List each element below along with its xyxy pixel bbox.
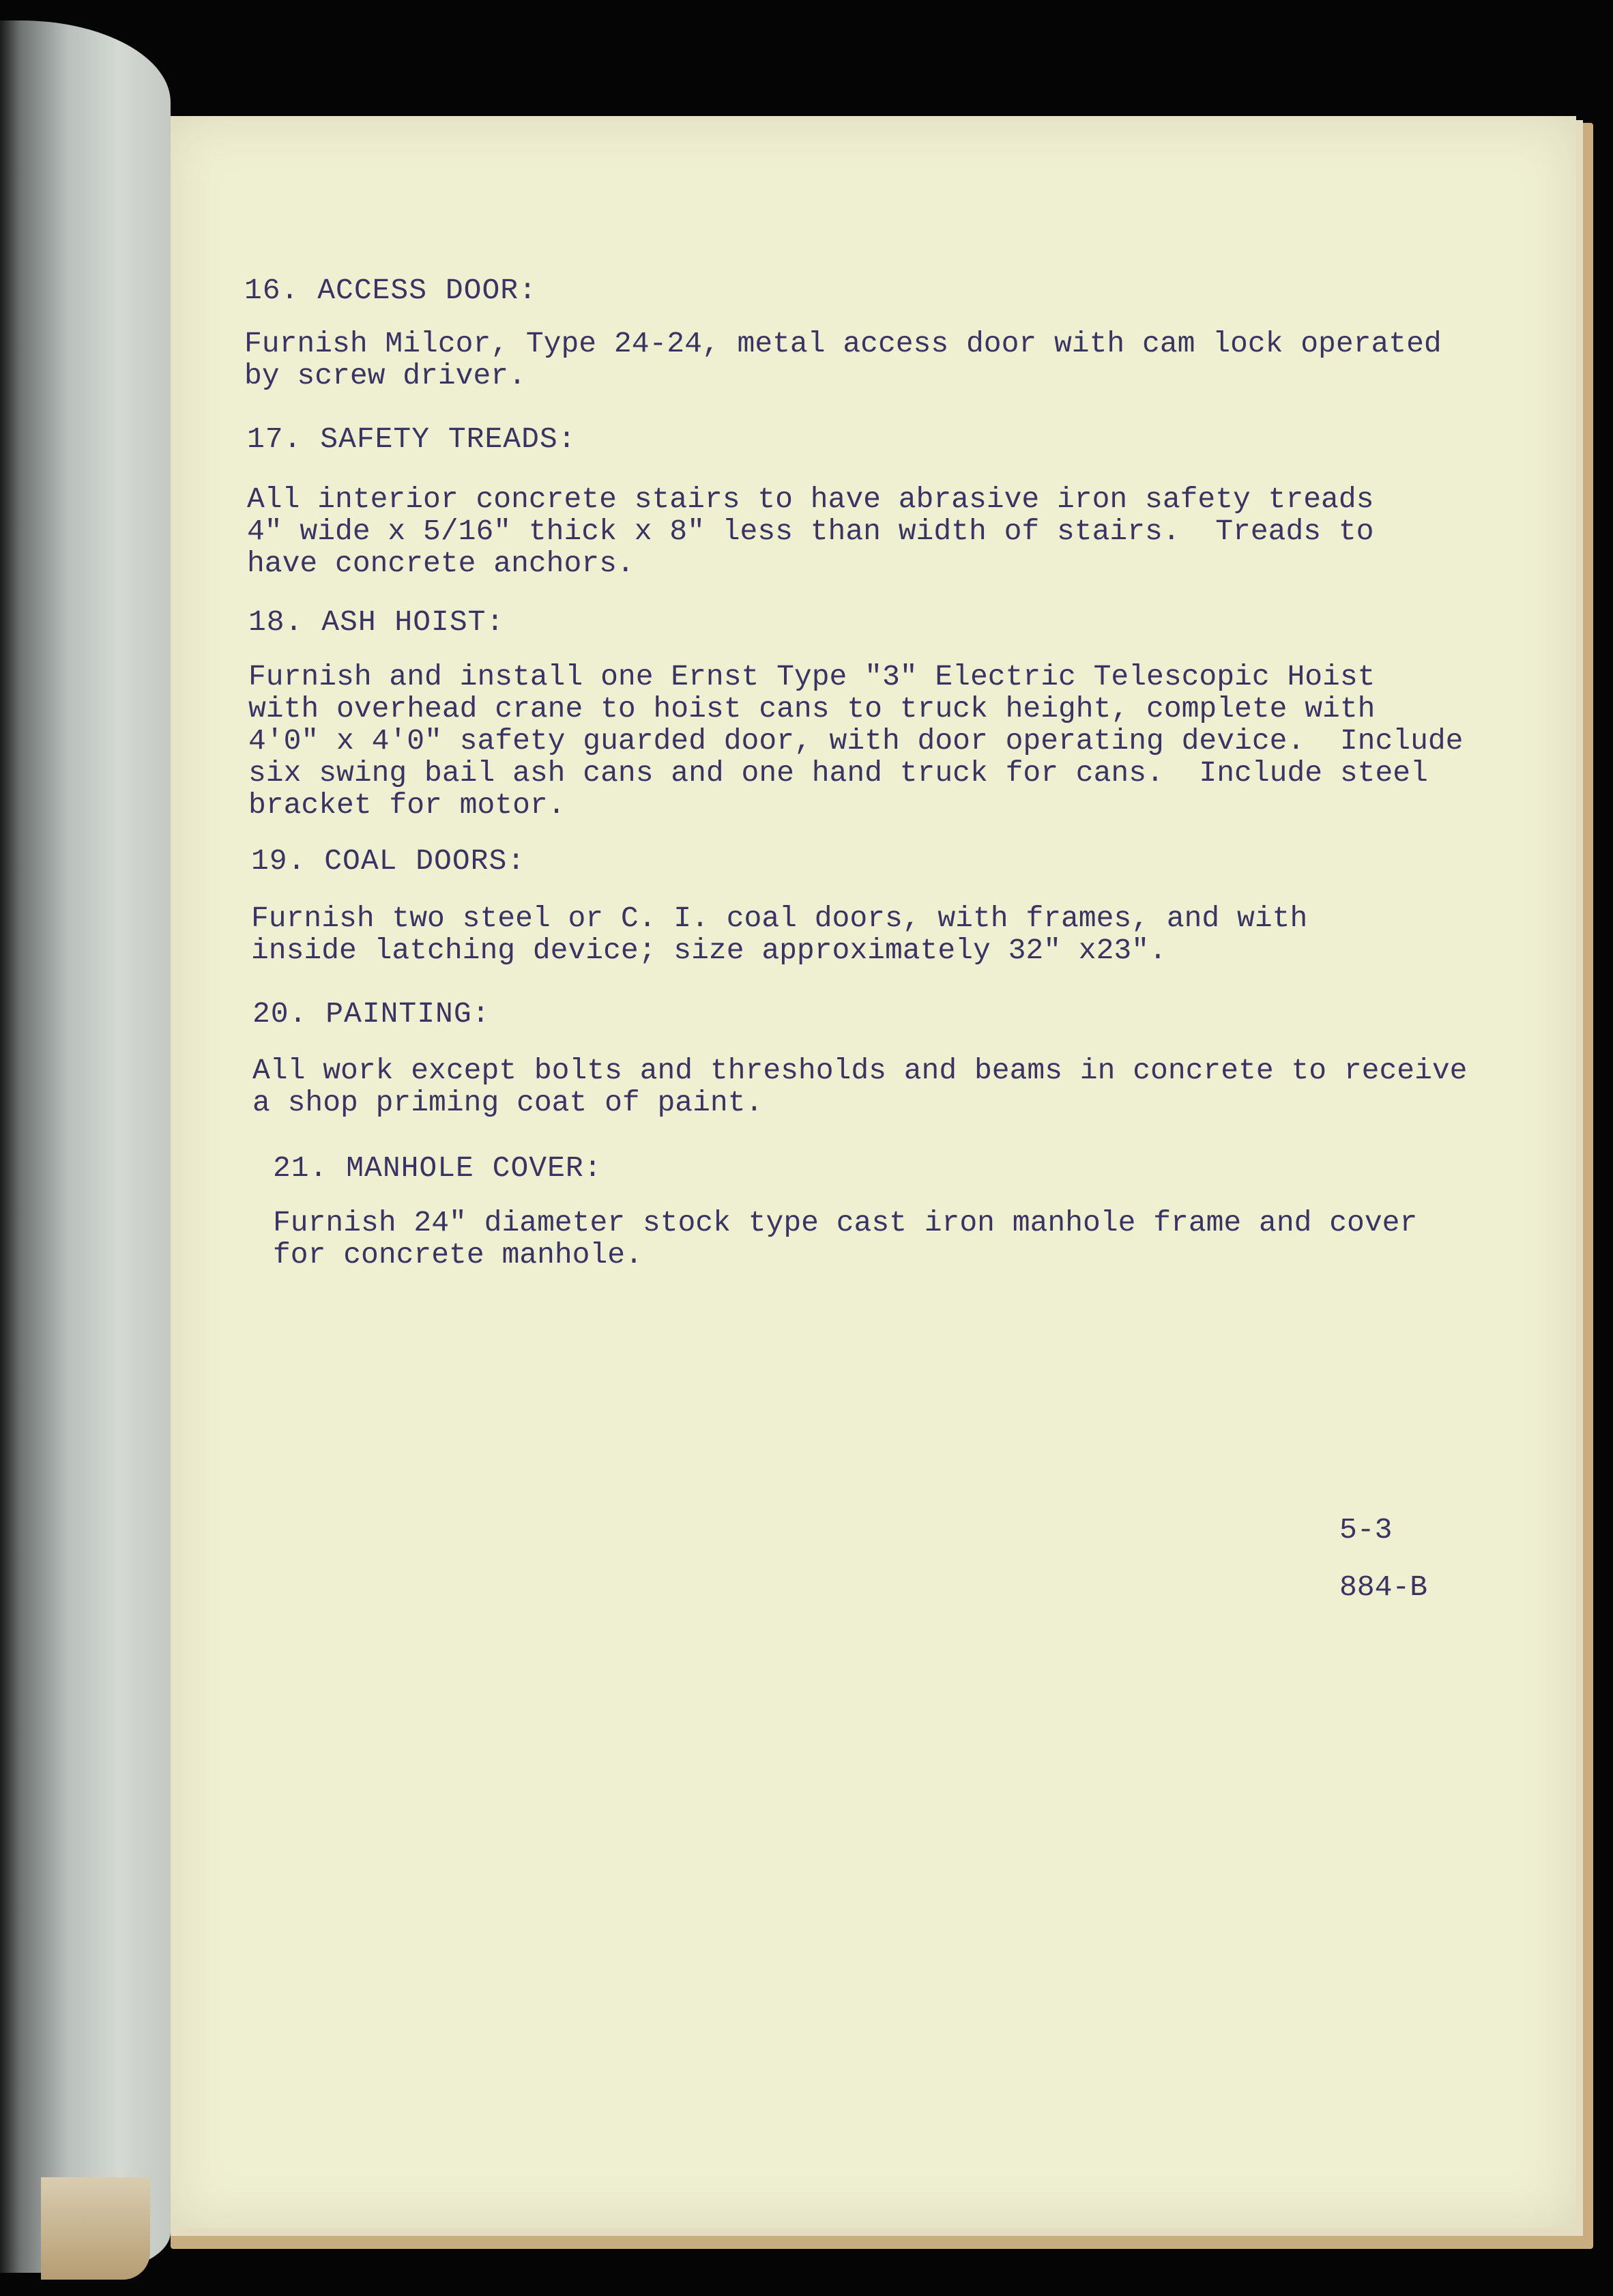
section-19-heading: 19. COAL DOORS: [251,844,526,878]
section-16-body: Furnish Milcor, Type 24-24, metal access door with cam lock operated by screw driver. [244,327,1442,392]
section-18-body: Furnish and install one Ernst Type "3" Electric Telescopic Hoist with overhead crane to hoist cans to truck height, complete with 4'0" x 4'0" safety guarded door, with door operating device. Include six swing bail ash cans and one hand truck for cans. Include steel bracket for motor. [248,660,1464,822]
section-20-heading: 20. PAINTING: [252,997,491,1031]
section-20-body: All work except bolts and thresholds and beams in concrete to receive a shop priming coat of paint. [252,1054,1468,1119]
section-18-heading: 18. ASH HOIST: [248,605,505,639]
section-16-heading: 16. ACCESS DOOR: [244,274,537,307]
binding-corner [41,2177,150,2280]
document-code: 884-B [1339,1570,1428,1604]
section-19-body: Furnish two steel or C. I. coal doors, with frames, and with inside latching device; size approximately 32" x23". [251,902,1308,967]
section-21-heading: 21. MANHOLE COVER: [273,1151,602,1185]
section-17-body: All interior concrete stairs to have abrasive iron safety treads 4" wide x 5/16" thick x 8" less than width of stairs. Treads to have concrete anchors. [247,483,1374,580]
section-21-body: Furnish 24" diameter stock type cast iron manhole frame and cover for concrete manhole. [273,1206,1418,1272]
section-17-heading: 17. SAFETY TREADS: [247,422,577,456]
page-number: 5-3 [1339,1513,1393,1547]
previous-page-curl [0,20,171,2273]
